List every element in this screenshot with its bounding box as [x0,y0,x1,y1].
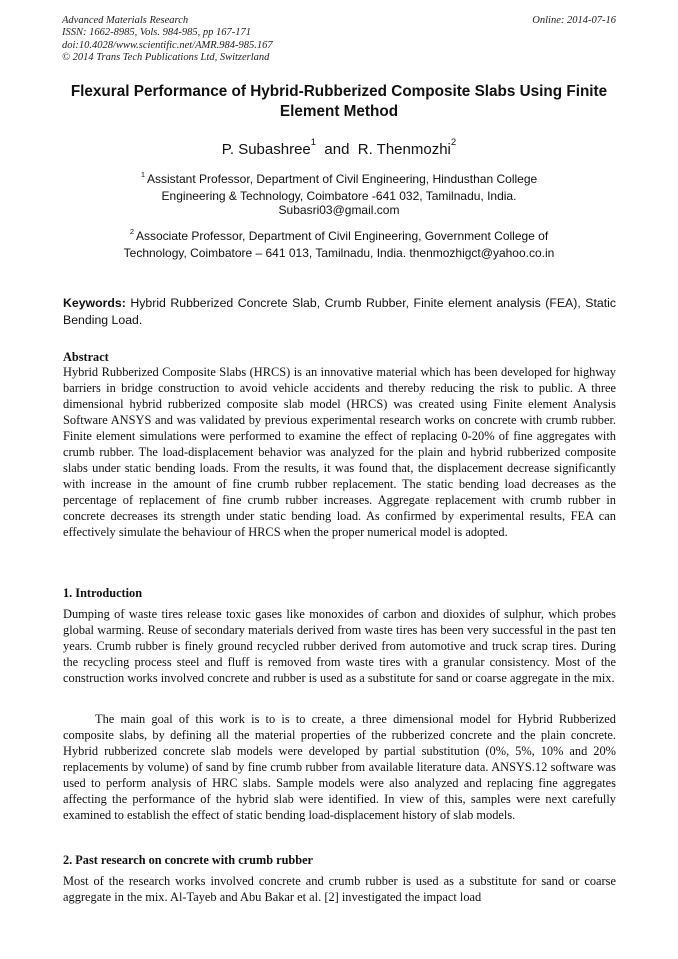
affiliation-1-text: Assistant Professor, Department of Civil Engineering, Hindusthan College Engineering & Technology, Coimbatore -641 032, Tamilnadu, India. Subasri03@gmail.com [146,172,538,217]
introduction-paragraph-1: Dumping of waste tires release toxic gases like monoxides of carbon and dioxides of sulphur, which probes global warming. Reuse of secondary materials derived from waste tires has been very successful in the past ten years. Crumb rubber is finely ground recycled rubber derived from automotive and truck scrap tires. During the recycling process steel and fluff is removed from waste tires with a granular consistency. Most of the construction works involved concrete and rubber is used as a substitute for sand or coarse aggregate in the mix. [63,607,616,686]
author-2-sup: 2 [450,137,457,148]
introduction-paragraph-2: The main goal of this work is to is to create, a three dimensional model for Hybrid Rubberized composite slabs, by defining all the material properties of the rubberized concrete and the plain concrete. Hybrid rubberized concrete slab models were developed by partial substitution (0%, 5%, 10% and 20% replacements by volume) of sand by fine crumb rubber from available literature data. ANSYS.12 software was used to perform analysis of HRC slabs. Sample models were also analyzed and replacing fine aggregates affecting the performance of the hybrid slab were identified. In view of this, samples were next carefully examined to establish the effect of static bending load-displacement history of slab models. [63,712,616,823]
affiliation-1 [120,172,558,218]
journal-header [62,15,618,64]
doi-line: doi:10.4028/www.scientific.net/AMR.984-985.167 [62,39,273,51]
online-date: Online: 2014-07-16 [532,15,616,26]
affiliation-2 [120,229,558,260]
paper-title: Flexural Performance of Hybrid-Rubberized Composite Slabs Using Finite Element Method [70,83,608,120]
abstract-heading: Abstract [63,350,109,364]
affiliation-2-sup: 2 [129,227,134,236]
keywords [63,295,616,329]
copyright-line: © 2014 Trans Tech Publications Ltd, Switzerland [62,51,270,63]
issn-line: ISSN: 1662-8985, Vols. 984-985, pp 167-171 [62,27,251,39]
past-research-paragraph: Most of the research works involved concrete and crumb rubber is used as a substitute for sand or coarse aggregate in the mix. Al-Tayeb and Abu Bakar et al. [2] investigated the impact load [63,874,616,905]
author-line [60,137,618,162]
keywords-label: Keywords: [63,296,126,310]
author-1-sup: 1 [310,137,317,148]
past-research-heading: 2. Past research on concrete with crumb rubber [63,853,313,867]
journal-name: Advanced Materials Research [62,15,189,26]
author-conjunction: and [324,141,350,158]
author-1: P. Subashree [221,141,311,158]
introduction-heading: 1. Introduction [63,586,143,600]
abstract-text: Hybrid Rubberized Composite Slabs (HRCS) is an innovative material which has been developed for highway barriers in bridge construction to avoid vehicle accidents and thereby reducing the risk to public. A three dimensional hybrid rubberized composite slab model (HRCS) was created using Finite element Analysis Software ANSYS and was validated by previous experimental research works on concrete with crumb rubber. Finite element simulations were performed to examine the effect of replacing 0-20% of fine aggregates with crumb rubber. The load-displacement behavior was analyzed for the plain and hybrid rubberized composite slabs under static bending loads. From the results, it was found that, the displacement decrease significantly with increase in the amount of fine crumb rubber replacement. The static bending load decreases as the percentage of replacement of fine crumb rubber increases. Aggregate replacement with crumb rubber in concrete decreases its strength under static bending load. As confirmed by experimental results, FEA can effectively simulate the behaviour of HRCS when the proper numerical model is adopted. [63,365,616,540]
affiliation-1-sup: 1 [140,170,145,179]
author-2: R. Thenmozhi [357,141,451,158]
keywords-text: Hybrid Rubberized Concrete Slab, Crumb Rubber, Finite element analysis (FEA), Static Bending Load. [63,296,616,327]
affiliation-2-text: Associate Professor, Department of Civil Engineering, Government College of Technology, Coimbatore – 641 013, Tamilnadu, India. thenmozhigct@yahoo.co.in [123,229,555,260]
